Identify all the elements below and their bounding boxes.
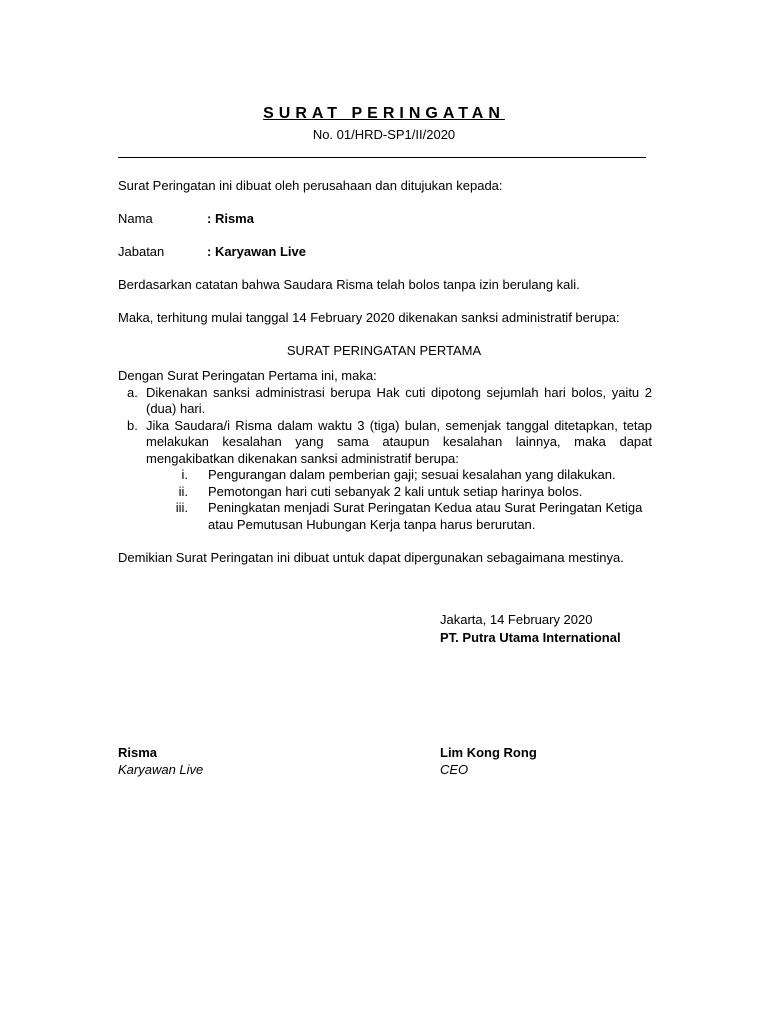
header-divider	[118, 157, 646, 158]
list-item-marker: a.	[127, 384, 138, 400]
sub-list-item-text: Peningkatan menjadi Surat Peringatan Kedua atau Surat Peringatan Ketiga atau Pemutusan Hubungan Kerja tanpa harus berurutan.	[208, 500, 643, 532]
place-date: Jakarta, 14 February 2020	[440, 612, 593, 627]
sub-list-item-marker: ii.	[178, 483, 188, 499]
list-intro-text: Dengan Surat Peringatan Pertama ini, maka:	[118, 368, 377, 383]
list-item-marker: b.	[127, 417, 138, 433]
employee-signature-name: Risma	[118, 745, 158, 760]
ceo-signature-name: Lim Kong Rong	[440, 745, 537, 760]
sub-list-item-text: Pemotongan hari cuti sebanyak 2 kali untuk setiap harinya bolos.	[208, 483, 583, 499]
list-item	[118, 385, 652, 418]
sanction-list	[118, 368, 652, 533]
list-item	[118, 418, 652, 468]
sub-list-item-text: Pengurangan dalam pemberian gaji; sesuai kesalahan yang dilakukan.	[208, 467, 616, 482]
list-item-text: Jika Saudara/i Risma dalam waktu 3 (tiga) bulan, semenjak tanggal ditetapkan, tetap melakukan kesalahan yang sama ataupun kesalahan lainnya, maka dapat mengakibatkan dikenakan sanksi administratif berupa:	[146, 417, 652, 466]
sub-list-item	[118, 484, 652, 501]
intro-text: Surat Peringatan ini dibuat oleh perusahaan dan ditujukan kepada:	[118, 178, 503, 193]
letter-number: No. 01/HRD-SP1/II/2020	[312, 127, 456, 142]
sub-list-item-marker: iii.	[175, 500, 188, 515]
sub-list-item	[118, 500, 652, 533]
employee-signature-role: Karyawan Live	[118, 762, 204, 777]
letter-title: SURAT PERINGATAN	[263, 105, 505, 122]
position-value: : Karyawan Live	[207, 244, 306, 259]
sanction-heading: SURAT PERINGATAN PERTAMA	[286, 343, 482, 358]
name-label: Nama	[118, 211, 153, 226]
company-name: PT. Putra Utama International	[440, 630, 621, 645]
sub-list-item	[118, 467, 652, 484]
closing-text: Demikian Surat Peringatan ini dibuat untuk dapat dipergunakan sebagaimana mestinya.	[118, 550, 624, 565]
sanction-intro-text: Maka, terhitung mulai tanggal 14 February 2020 dikenakan sanksi administratif berupa:	[118, 310, 620, 325]
reason-text: Berdasarkan catatan bahwa Saudara Risma telah bolos tanpa izin berulang kali.	[118, 277, 580, 292]
list-item-text: Dikenakan sanksi administrasi berupa Hak cuti dipotong sejumlah hari bolos, yaitu 2 (dua) hari.	[146, 384, 652, 416]
ceo-signature-role: CEO	[440, 762, 469, 777]
position-label: Jabatan	[118, 244, 165, 259]
name-value: : Risma	[207, 211, 254, 226]
sub-list-item-marker: i.	[181, 467, 188, 482]
